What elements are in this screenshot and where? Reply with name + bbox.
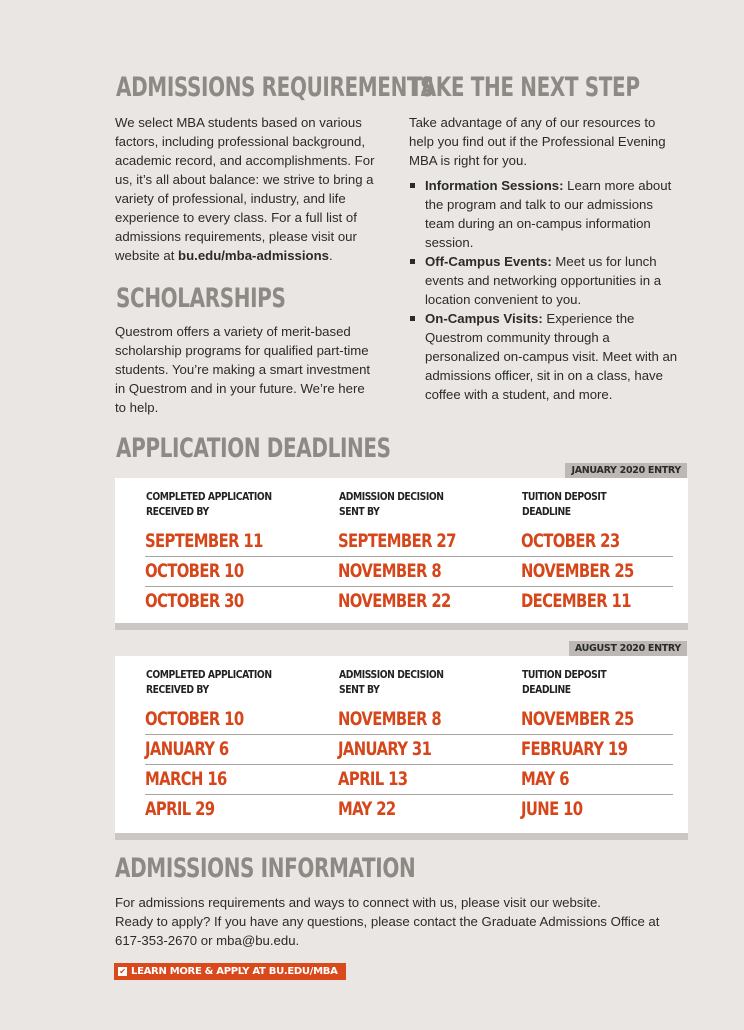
list-item-title: Information Sessions: [425, 178, 564, 193]
next-step-intro: Take advantage of any of our resources to help you find out if the Professional Evening MBA is right for you. [409, 115, 666, 168]
table-cell: MARCH 16 [145, 768, 227, 790]
august-entry-tag: AUGUST 2020 ENTRY [569, 641, 687, 656]
table-cell: SEPTEMBER 11 [145, 530, 263, 552]
admissions-requirements-end: . [329, 248, 333, 263]
list-item-title: Off-Campus Events: [425, 254, 552, 269]
table-cell: FEBRUARY 19 [521, 738, 628, 760]
list-item-text: Learn more about the program and talk to our admissions team during an on-campus information session. [425, 178, 672, 250]
table-cell: NOVEMBER 8 [338, 708, 442, 730]
table-row [145, 526, 673, 557]
list-item-text: Experience the Questrom community through a personalized on-campus visit. Meet with an admissions officer, sit in on a class, have coffee with a student, and more. [425, 311, 678, 402]
table-row [145, 734, 673, 765]
august-deadlines-table [115, 656, 688, 840]
admissions-info-line1: For admissions requirements and ways to connect with us, please visit our website. [115, 895, 601, 910]
table-cell: APRIL 13 [338, 768, 408, 790]
column-header-deposit: TUITION DEPOSIT DEADLINE [522, 669, 607, 696]
table-cell: MAY 6 [521, 768, 569, 790]
table-cell: NOVEMBER 25 [521, 708, 634, 730]
january-deadlines-table [115, 478, 688, 630]
january-entry-tag: JANUARY 2020 ENTRY [565, 463, 687, 478]
list-item [408, 309, 678, 404]
table-cell: OCTOBER 23 [521, 530, 620, 552]
scholarships-heading: SCHOLARSHIPS [116, 283, 286, 314]
table-cell: JANUARY 31 [338, 738, 432, 760]
table-cell: APRIL 29 [145, 798, 215, 820]
column-header-deposit: TUITION DEPOSIT DEADLINE [522, 491, 607, 518]
admissions-requirements-body: We select MBA students based on various factors, including professional background, academic record, and accomplishments. For us, it’s all about balance: we strive to bring a variety of professional, industry, and life experience to every class. For a full list of admissions requirements, please visit our website at [115, 115, 375, 263]
list-item-title: On-Campus Visits: [425, 311, 543, 326]
cta-label: LEARN MORE & APPLY AT BU.EDU/MBA [131, 966, 338, 977]
table-cell: JUNE 10 [521, 798, 583, 820]
admissions-requirements-heading: ADMISSIONS REQUIREMENTS [116, 72, 435, 103]
table-row [145, 704, 673, 735]
column-header-decision: ADMISSION DECISION SENT BY [339, 491, 444, 518]
list-item [408, 176, 678, 252]
table-cell: OCTOBER 30 [145, 590, 244, 612]
admissions-requirements-text [115, 113, 377, 265]
table-row [145, 794, 673, 824]
resources-list [408, 176, 678, 404]
table-cell: DECEMBER 11 [521, 590, 631, 612]
column-header-application: COMPLETED APPLICATION RECEIVED BY [146, 669, 272, 696]
table-row [145, 764, 673, 795]
table-cell: SEPTEMBER 27 [338, 530, 456, 552]
table-cell: OCTOBER 10 [145, 560, 244, 582]
learn-more-apply-button[interactable] [114, 963, 346, 980]
admissions-info-line2: Ready to apply? If you have any questions, please contact the Graduate Admissions Office at 617-353-2670 or mba@bu.edu. [115, 914, 660, 948]
table-cell: NOVEMBER 25 [521, 560, 634, 582]
admissions-information-heading: ADMISSIONS INFORMATION [115, 853, 416, 884]
table-cell: JANUARY 6 [145, 738, 229, 760]
next-step-heading: TAKE THE NEXT STEP [409, 72, 640, 103]
table-cell: NOVEMBER 8 [338, 560, 442, 582]
column-header-decision: ADMISSION DECISION SENT BY [339, 669, 444, 696]
table-row [145, 556, 673, 587]
list-item [408, 252, 678, 309]
table-cell: MAY 22 [338, 798, 396, 820]
scholarships-text: Questrom offers a variety of merit-based scholarship programs for qualified part-time students. You’re making a smart investment in Questrom and in your future. We’re here to help. [115, 324, 371, 415]
admissions-info-text [115, 893, 675, 950]
admissions-link[interactable]: bu.edu/mba-admissions [178, 248, 329, 263]
table-cell: OCTOBER 10 [145, 708, 244, 730]
application-deadlines-heading: APPLICATION DEADLINES [116, 433, 391, 464]
checkbox-icon: ✔ [119, 967, 126, 976]
column-header-application: COMPLETED APPLICATION RECEIVED BY [146, 491, 272, 518]
list-item-text: Meet us for lunch events and networking opportunities in a location convenient to you. [425, 254, 662, 307]
table-cell: NOVEMBER 22 [338, 590, 451, 612]
table-row [145, 586, 673, 616]
